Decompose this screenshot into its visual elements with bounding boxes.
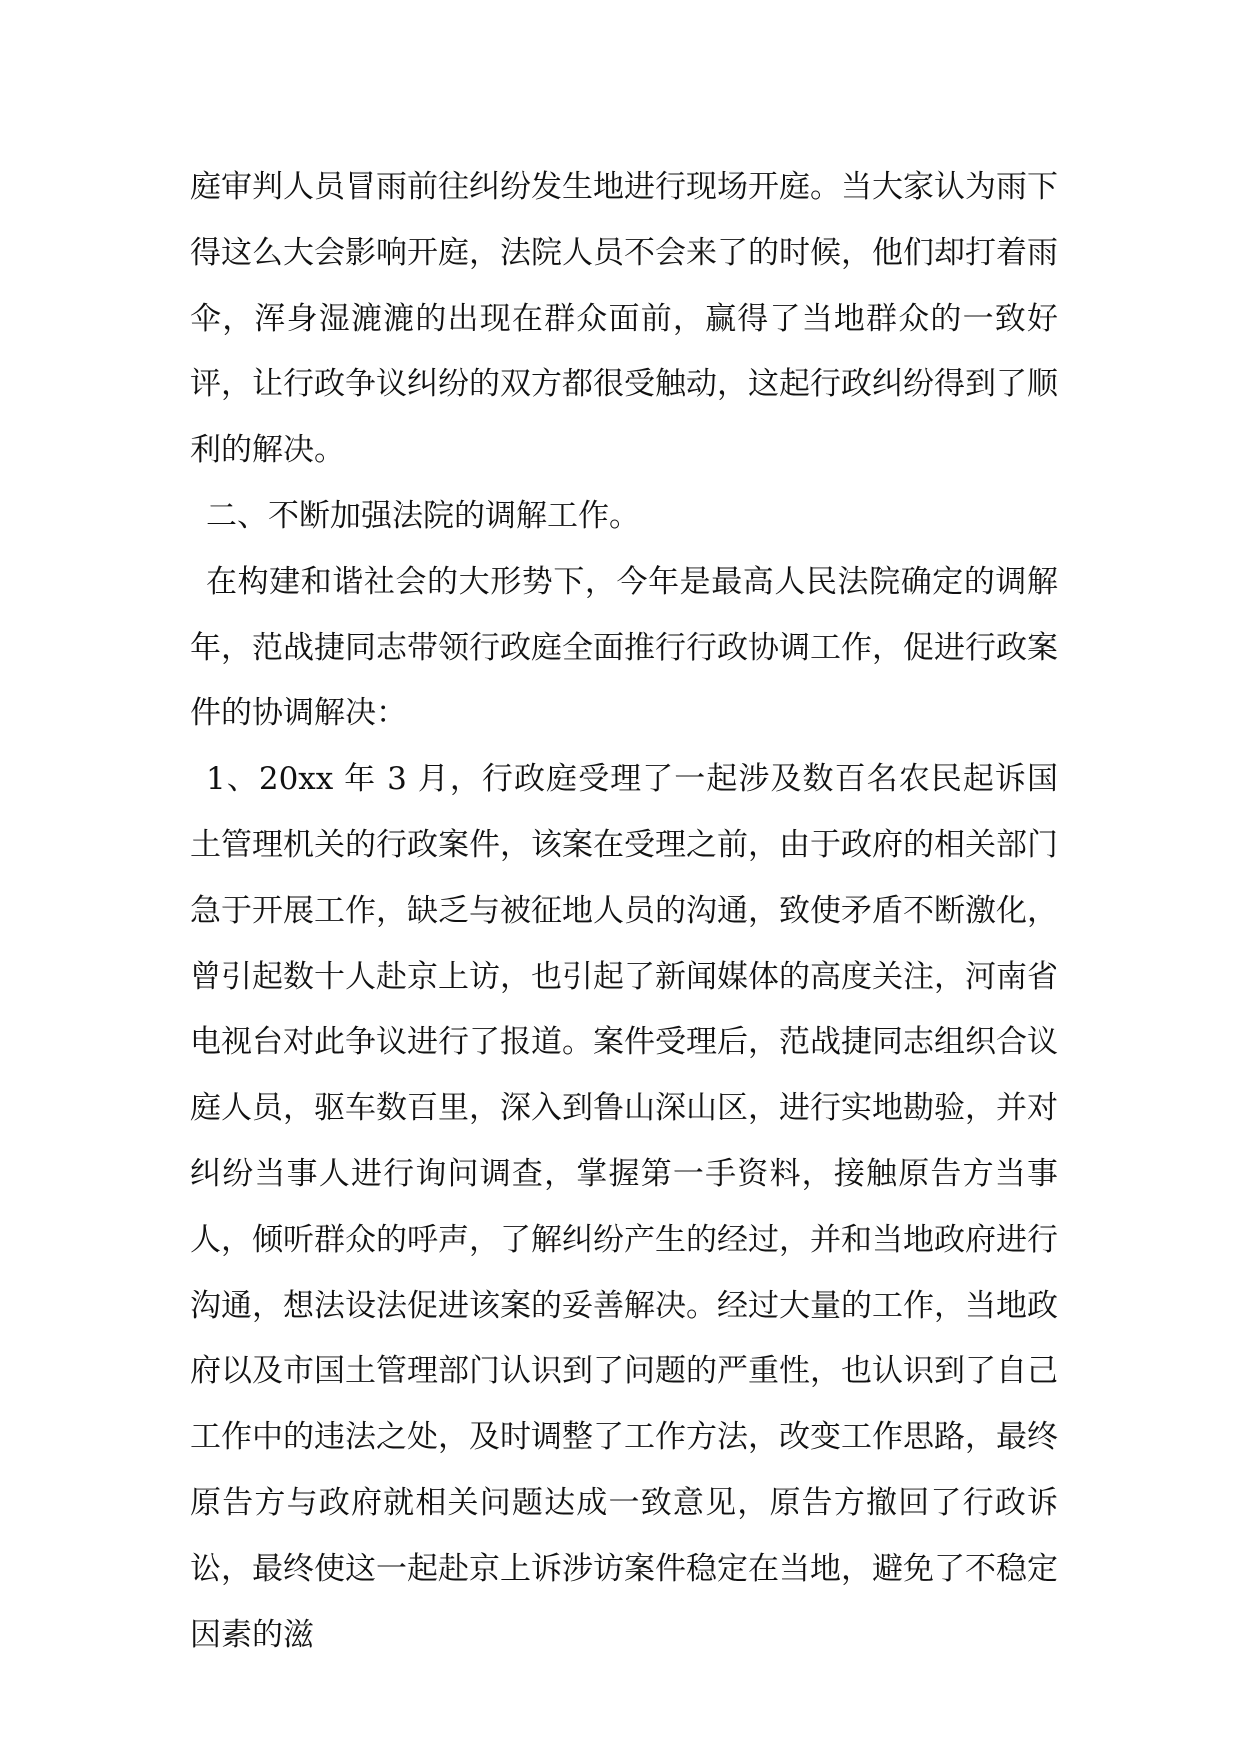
section-heading: 二、不断加强法院的调解工作。 <box>206 497 640 534</box>
paragraph-intro: 在构建和谐社会的大形势下，今年是最高人民法院确定的调解年，范战捷同志带领行政庭全面推行行政协调工作，促进行政案件的协调解决： <box>190 563 1058 732</box>
paragraph-case-1: 1、20xx 年 3 月，行政庭受理了一起涉及数百名农民起诉国土管理机关的行政案件，该案在受理之前，由于政府的相关部门急于开展工作，缺乏与被征地人员的沟通，致使矛盾不断激化，曾引起数十人赴京上访，也引起了新闻媒体的高度关注，河南省电视台对此争议进行了报道。案件受理后，范战捷同志组织合议庭人员，驱车数百里，深入到鲁山深山区，进行实地勘验，并对纠纷当事人进行询问调查，掌握第一手资料，接触原告方当事人，倾听群众的呼声，了解纠纷产生的经过，并和当地政府进行沟通，想法设法促进该案的妥善解决。经过大量的工作，当地政府以及市国土管理部门认识到了问题的严重性，也认识到了自己工作中的违法之处，及时调整了工作方法，改变工作思路，最终原告方与政府就相关问题达成一致意见，原告方撤回了行政诉讼，最终使这一起赴京上诉涉访案件稳定在当地，避免了不稳定因素的滋 <box>190 761 1058 1653</box>
paragraph-continuation: 庭审判人员冒雨前往纠纷发生地进行现场开庭。当大家认为雨下得这么大会影响开庭，法院人员不会来了的时候，他们却打着雨伞，浑身湿漉漉的出现在群众面前，赢得了当地群众的一致好评，让行政争议纠纷的双方都很受触动，这起行政纠纷得到了顺利的解决。 <box>190 169 1058 469</box>
document-page <box>190 155 1058 1668</box>
